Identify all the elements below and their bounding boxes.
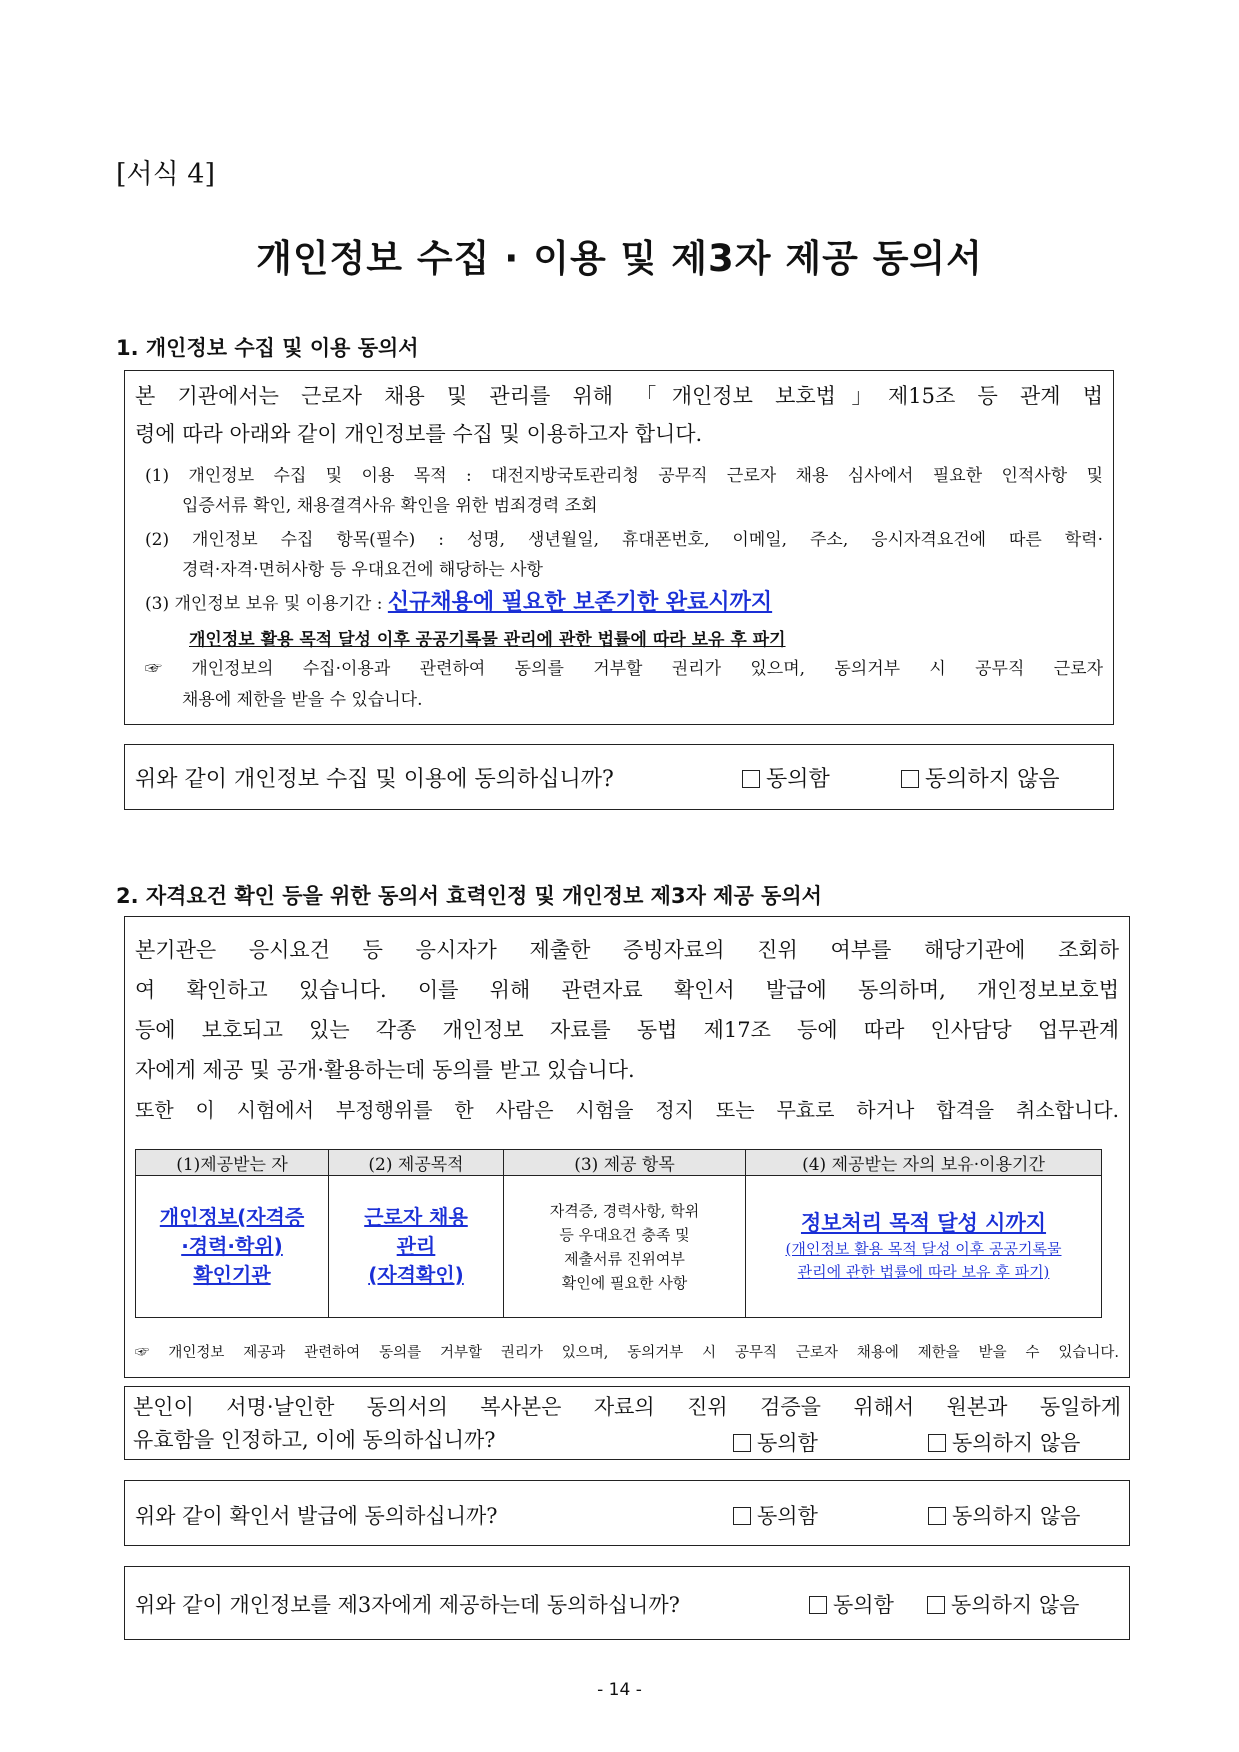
checkbox[interactable] <box>733 1507 751 1525</box>
section1-intro-line2: 령에 따라 아래와 같이 개인정보를 수집 및 이용하고자 합니다. <box>135 422 703 446</box>
form-number: [서식 4] <box>116 159 215 190</box>
checkbox[interactable] <box>733 1434 751 1452</box>
section1-info-box <box>124 370 1114 725</box>
cell-recipient <box>136 1176 329 1318</box>
section1-notice-line1: ☞ 개인정보의 수집·이용과 관련하여 동의를 거부할 권리가 있으며, 동의거부 시 공무직 근로자 <box>145 659 1103 679</box>
cell-period <box>746 1176 1102 1318</box>
page-title: 개인정보 수집 · 이용 및 제3자 제공 동의서 <box>256 237 983 280</box>
provision-table <box>135 1149 1102 1318</box>
section2-p5: 또한 이 시험에서 부정행위를 한 사람은 시험을 정지 또는 무효로 하거나 합격을 취소합니다. <box>135 1098 1119 1122</box>
items-line: 등 우대요건 충족 및 <box>559 1225 690 1244</box>
recipient-line: 개인정보(자격증 <box>159 1205 305 1229</box>
cell-purpose <box>329 1176 504 1318</box>
section2-heading: 2. 자격요건 확인 등을 위한 동의서 효력인정 및 개인정보 제3자 제공 동의서 <box>116 884 822 908</box>
section2-p1: 본기관은 응시요건 등 응시자가 제출한 증빙자료의 진위 여부를 해당기관에 조회하 <box>135 938 1119 962</box>
item3-label: (3) 개인정보 보유 및 이용기간 : <box>145 594 388 614</box>
checkbox[interactable] <box>928 1434 946 1452</box>
purpose-line: 근로자 채용 <box>364 1205 468 1229</box>
page-number: - 14 - <box>597 1680 642 1700</box>
agree-label: 동의함 <box>833 1593 894 1617</box>
section1-heading: 1. 개인정보 수집 및 이용 동의서 <box>116 336 419 360</box>
section2-info-box <box>124 916 1130 1378</box>
item1-line2: 입증서류 확인, 채용결격사유 확인을 위한 범죄경력 조회 <box>182 496 598 516</box>
item3-note: 개인정보 활용 목적 달성 이후 공공기록물 관리에 관한 법률에 따라 보유 후 파기 <box>189 630 786 650</box>
item2-line1: (2) 개인정보 수집 항목(필수) : 성명, 생년월일, 휴대폰번호, 이메일, 주소, 응시자격요건에 따른 학력· <box>145 530 1103 550</box>
copy-question-line2: 유효함을 인정하고, 이에 동의하십니까? <box>133 1428 496 1452</box>
period-note-line: (개인정보 활용 목적 달성 이후 공공기록물 <box>785 1240 1062 1258</box>
recipient-line: 확인기관 <box>193 1263 271 1287</box>
items-line: 제출서류 진위여부 <box>564 1249 685 1268</box>
section1-disagree-option[interactable] <box>901 762 1060 793</box>
period-main: 정보처리 목적 달성 시까지 <box>800 1211 1047 1235</box>
disagree-label: 동의하지 않음 <box>952 1431 1081 1455</box>
section2-p4: 자에게 제공 및 공개·활용하는데 동의를 받고 있습니다. <box>135 1058 635 1082</box>
certificate-disagree-option[interactable] <box>928 1500 1080 1530</box>
item2-line2: 경력·자격·면허사항 등 우대요건에 해당하는 사항 <box>182 560 543 580</box>
item1-line1: (1) 개인정보 수집 및 이용 목적 : 대전지방국토관리청 공무직 근로자 채용 심사에서 필요한 인적사항 및 <box>145 466 1103 486</box>
header-recipient: (1)제공받는 자 <box>136 1150 329 1176</box>
section2-third-party-consent-box <box>124 1566 1130 1640</box>
cell-items <box>504 1176 746 1318</box>
checkbox[interactable] <box>901 770 919 788</box>
disagree-label: 동의하지 않음 <box>952 1504 1081 1528</box>
item3-value: 신규채용에 필요한 보존기한 완료시까지 <box>387 590 773 615</box>
checkbox[interactable] <box>927 1596 945 1614</box>
copy-question-line1: 본인이 서명·날인한 동의서의 복사본은 자료의 진위 검증을 위해서 원본과 동일하게 <box>133 1395 1121 1419</box>
section1-consent-box <box>124 744 1114 810</box>
header-items: (3) 제공 항목 <box>504 1150 746 1176</box>
disagree-label: 동의하지 않음 <box>951 1593 1080 1617</box>
checkbox[interactable] <box>809 1596 827 1614</box>
checkbox[interactable] <box>742 770 760 788</box>
section1-agree-option[interactable] <box>742 762 830 793</box>
certificate-question: 위와 같이 확인서 발급에 동의하십니까? <box>135 1504 498 1528</box>
table-header-row <box>136 1150 1102 1176</box>
copy-agree-option[interactable] <box>733 1427 818 1457</box>
agree-label: 동의함 <box>757 1431 818 1455</box>
disagree-label: 동의하지 않음 <box>925 767 1060 792</box>
copy-disagree-option[interactable] <box>928 1427 1080 1457</box>
purpose-line: (자격확인) <box>368 1263 464 1287</box>
agree-label: 동의함 <box>757 1504 818 1528</box>
section2-p2: 여 확인하고 있습니다. 이를 위해 관련자료 확인서 발급에 동의하며, 개인정보보호법 <box>135 978 1119 1002</box>
section2-p3: 등에 보호되고 있는 각종 개인정보 자료를 동법 제17조 등에 따라 인사담당 업무관계 <box>135 1018 1119 1042</box>
section2-copy-consent-box <box>124 1386 1130 1460</box>
agree-label: 동의함 <box>766 767 830 792</box>
purpose-line: 관리 <box>396 1234 436 1258</box>
item3 <box>145 585 772 619</box>
certificate-agree-option[interactable] <box>733 1500 818 1530</box>
checkbox[interactable] <box>928 1507 946 1525</box>
section2-notice: ☞ 개인정보 제공과 관련하여 동의를 거부할 권리가 있으며, 동의거부 시 공무직 근로자 채용에 제한을 받을 수 있습니다. <box>135 1345 1119 1361</box>
header-purpose: (2) 제공목적 <box>329 1150 504 1176</box>
recipient-line: ·경력·학위) <box>181 1234 283 1258</box>
third-party-agree-option[interactable] <box>809 1589 894 1619</box>
items-line: 자격증, 경력사항, 학위 <box>549 1201 700 1220</box>
header-period: (4) 제공받는 자의 보유·이용기간 <box>746 1150 1102 1176</box>
table-row <box>136 1176 1102 1318</box>
section2-certificate-consent-box <box>124 1480 1130 1546</box>
section1-question: 위와 같이 개인정보 수집 및 이용에 동의하십니까? <box>135 767 614 792</box>
period-note-line: 관리에 관한 법률에 따라 보유 후 파기) <box>797 1263 1050 1281</box>
third-party-disagree-option[interactable] <box>927 1589 1079 1619</box>
section1-intro-line1: 본 기관에서는 근로자 채용 및 관리를 위해 「개인정보 보호법」제15조 등 관계 법 <box>135 384 1103 408</box>
items-line: 확인에 필요한 사항 <box>561 1273 688 1292</box>
section1-notice-line2: 채용에 제한을 받을 수 있습니다. <box>182 690 423 710</box>
third-party-question: 위와 같이 개인정보를 제3자에게 제공하는데 동의하십니까? <box>135 1593 680 1617</box>
